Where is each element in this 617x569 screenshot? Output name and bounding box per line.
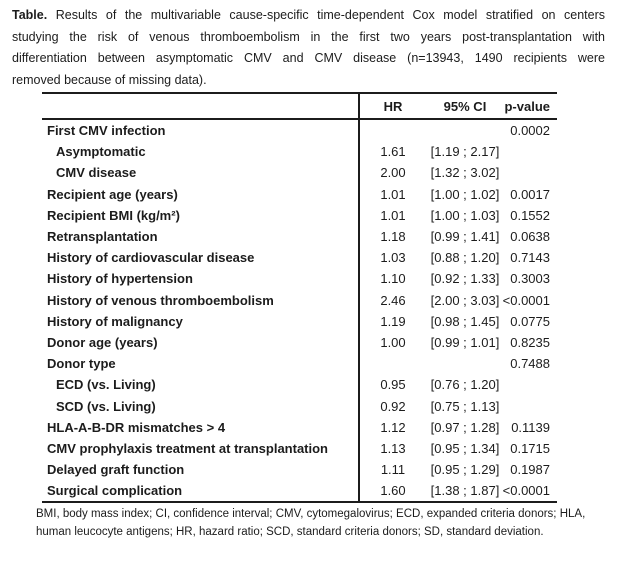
hr-value: 1.13 xyxy=(380,440,406,456)
p-value: 0.1552 xyxy=(510,207,550,223)
row-label: Surgical complication xyxy=(47,483,183,499)
p-value: 0.1139 xyxy=(511,419,550,435)
table-row xyxy=(42,184,557,205)
table-row xyxy=(42,438,557,459)
ci-value: [0.92 ; 1.33] xyxy=(430,271,500,287)
row-label: Donor age (years) xyxy=(47,334,158,350)
ci-value: [0.95 ; 1.34] xyxy=(430,440,500,456)
p-value: 0.1987 xyxy=(510,462,550,478)
table-header-row xyxy=(42,94,557,120)
table-body xyxy=(42,120,557,501)
hr-value: 1.01 xyxy=(380,186,406,202)
table-row xyxy=(42,353,557,374)
table-row xyxy=(42,141,557,162)
p-value: 0.1715 xyxy=(510,440,550,456)
column-divider xyxy=(358,94,360,501)
table-row xyxy=(42,480,557,501)
row-label: Retransplantation xyxy=(47,229,158,245)
hr-value: 2.00 xyxy=(380,165,406,181)
p-value: 0.8235 xyxy=(510,334,550,350)
table-footnote xyxy=(36,506,586,541)
ci-value: [1.00 ; 1.03] xyxy=(430,207,500,223)
hr-value: 1.00 xyxy=(380,334,406,350)
hr-value: 1.12 xyxy=(380,419,406,435)
row-label: Recipient BMI (kg/m²) xyxy=(47,207,180,223)
row-label: Asymptomatic xyxy=(56,144,146,160)
row-label: History of cardiovascular disease xyxy=(47,250,255,266)
p-value: 0.3003 xyxy=(510,271,550,287)
row-label: CMV prophylaxis treatment at transplantation xyxy=(47,440,328,456)
hr-value: 1.18 xyxy=(380,229,406,245)
ci-value: [1.00 ; 1.02] xyxy=(430,186,500,202)
caption-line: studying the risk of venous thromboembolism in the first two years post-transplantation with xyxy=(12,29,605,44)
hr-value: 1.11 xyxy=(380,462,406,478)
hr-value: 1.10 xyxy=(380,271,406,287)
footnote-line: BMI, body mass index; CI, confidence interval; CMV, cytomegalovirus; ECD, expanded criteria donors; HLA, xyxy=(36,508,586,520)
caption-line: Table. Results of the multivariable cause-specific time-dependent Cox model stratified on centers xyxy=(12,8,605,22)
hr-value: 1.61 xyxy=(380,144,406,160)
ci-value: [0.98 ; 1.45] xyxy=(430,313,500,329)
ci-value: [0.97 ; 1.28] xyxy=(430,419,500,435)
p-value: 0.0002 xyxy=(510,123,550,139)
row-label: Delayed graft function xyxy=(47,462,185,478)
hr-value: 0.95 xyxy=(380,377,406,393)
p-value: 0.0638 xyxy=(510,229,550,245)
ci-value: [0.99 ; 1.41] xyxy=(430,229,500,245)
header-ci: 95% CI xyxy=(443,98,487,114)
table-row xyxy=(42,311,557,332)
p-value: <0.0001 xyxy=(502,292,550,308)
table-row xyxy=(42,205,557,226)
p-value: <0.0001 xyxy=(502,483,550,499)
ci-value: [0.76 ; 1.20] xyxy=(430,377,500,393)
table-row xyxy=(42,290,557,311)
table-row xyxy=(42,162,557,183)
header-pvalue: p-value xyxy=(504,98,550,114)
hr-value: 0.92 xyxy=(380,398,406,414)
row-label: History of malignancy xyxy=(47,313,183,329)
caption-line: differentiation between asymptomatic CMV and CMV disease (n=13943, 1490 recipients were xyxy=(12,51,605,65)
ci-value: [0.95 ; 1.29] xyxy=(430,462,500,478)
table-row xyxy=(42,268,557,289)
table-row xyxy=(42,247,557,268)
row-label: First CMV infection xyxy=(47,123,166,139)
footnote-line: human leucocyte antigens; HR, hazard ratio; SCD, standard criteria donors; SD, standard deviation. xyxy=(36,525,544,538)
ci-value: [2.00 ; 3.03] xyxy=(430,292,500,308)
row-label: ECD (vs. Living) xyxy=(56,377,156,393)
p-value: 0.7143 xyxy=(510,250,550,266)
results-table xyxy=(42,92,557,503)
row-label: Donor type xyxy=(47,356,116,372)
hr-value: 1.03 xyxy=(380,250,406,266)
ci-value: [0.99 ; 1.01] xyxy=(430,334,500,350)
hr-value: 1.60 xyxy=(380,483,406,499)
row-label: CMV disease xyxy=(56,165,137,181)
row-label: Recipient age (years) xyxy=(47,186,178,202)
ci-value: [0.88 ; 1.20] xyxy=(430,250,500,266)
table-row xyxy=(42,374,557,395)
table-row xyxy=(42,120,557,141)
table-row xyxy=(42,395,557,416)
p-value: 0.7488 xyxy=(510,356,550,372)
hr-value: 1.01 xyxy=(380,207,406,223)
row-label: HLA-A-B-DR mismatches > 4 xyxy=(47,419,226,435)
table-row xyxy=(42,332,557,353)
row-label: SCD (vs. Living) xyxy=(56,398,156,414)
ci-value: [1.32 ; 3.02] xyxy=(430,165,500,181)
table-row xyxy=(42,459,557,480)
caption-line: removed because of missing data). xyxy=(12,72,207,87)
ci-value: [1.19 ; 2.17] xyxy=(430,144,500,160)
ci-value: [1.38 ; 1.87] xyxy=(430,483,500,499)
row-label: History of venous thromboembolism xyxy=(47,292,274,308)
table-caption xyxy=(12,5,605,91)
table-row xyxy=(42,226,557,247)
header-hr: HR xyxy=(383,98,403,114)
p-value: 0.0775 xyxy=(510,313,550,329)
ci-value: [0.75 ; 1.13] xyxy=(430,398,500,414)
row-label: History of hypertension xyxy=(47,271,193,287)
hr-value: 2.46 xyxy=(380,292,406,308)
caption-label: Table. xyxy=(12,8,48,22)
table-row xyxy=(42,417,557,438)
hr-value: 1.19 xyxy=(380,313,406,329)
p-value: 0.0017 xyxy=(510,186,550,202)
